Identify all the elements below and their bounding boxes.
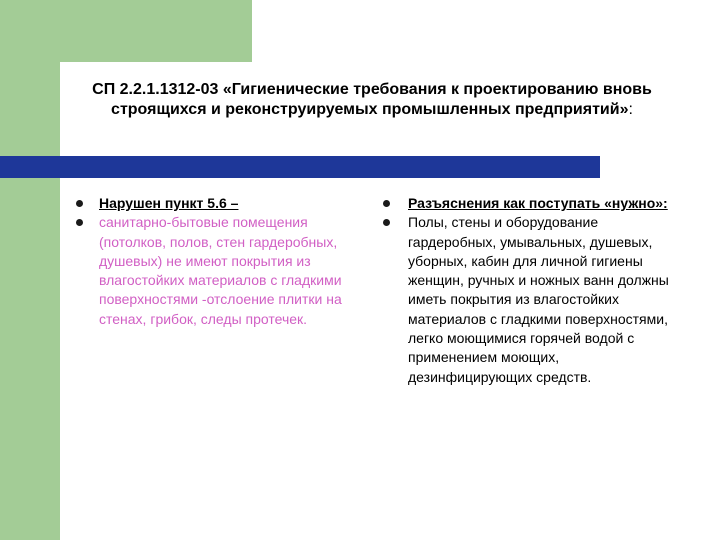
violation-heading-item xyxy=(99,194,361,213)
blue-divider-bar xyxy=(0,156,600,178)
top-green-block xyxy=(0,0,252,62)
violation-column xyxy=(99,194,361,329)
explanation-heading: Разъяснения как поступать «нужно»: xyxy=(408,195,668,211)
explanation-column xyxy=(408,194,676,387)
violation-description: санитарно-бытовые помещения (потолков, полов, стен гардеробных, душевых) не имеют покрытия из влагостойких материалов с гладкими поверхностями -отслоение плитки на стенах, грибок, следы протечек. xyxy=(99,214,342,327)
explanation-description: Полы, стены и оборудование гардеробных, умывальных, душевых, уборных, кабин для личной гигиены женщин, ручных и ножных ванн должны иметь покрытия из влагостойких материалов с гладкими поверхностями, легко моющимися горячей водой с применением моющих, дезинфицирующих средств. xyxy=(408,214,669,385)
slide-title xyxy=(72,80,672,120)
left-green-stripe xyxy=(0,0,60,540)
bullet-icon xyxy=(383,200,390,207)
bullet-icon xyxy=(76,200,83,207)
explanation-description-item xyxy=(408,213,676,387)
violation-heading: Нарушен пункт 5.6 – xyxy=(99,195,239,211)
slide-title-text: СП 2.2.1.1312-03 «Гигиенические требования к проектированию вновь строящихся и реконструируемых промышленных предприятий» xyxy=(92,81,652,118)
explanation-heading-item xyxy=(408,194,676,213)
violation-description-item xyxy=(99,213,361,329)
slide-title-colon: : xyxy=(628,101,633,118)
